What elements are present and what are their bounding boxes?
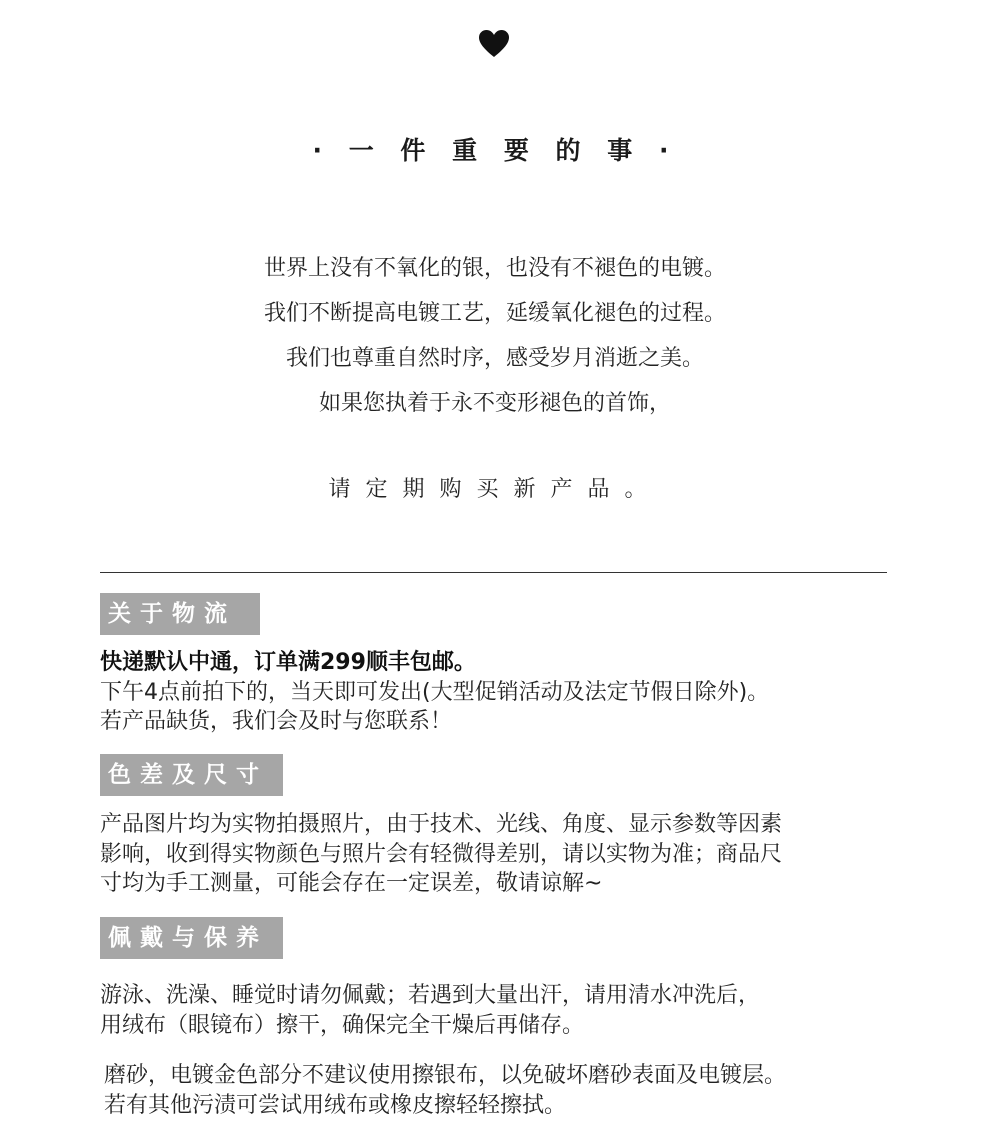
logistics-line: 若产品缺货，我们会及时与您联系！: [100, 709, 453, 734]
poem-line: 世界上没有不氧化的银，也没有不褪色的电镀。: [263, 256, 726, 281]
care-line: 用绒布（眼镜布）擦干，确保完全干燥后再储存。: [100, 1012, 585, 1038]
color-size-line: 产品图片均为实物拍摄照片，由于技术、光线、角度、显示参数等因素: [100, 812, 783, 837]
logistics-line: 快递默认中通，订单满299顺丰包邮。: [100, 650, 476, 675]
care-line: 若有其他污渍可尝试用绒布或橡皮擦轻轻擦拭。: [104, 1092, 567, 1118]
color-size-line: 影响，收到得实物颜色与照片会有轻微得差别，请以实物为准；商品尺: [100, 841, 783, 867]
color-size-text: [100, 810, 920, 899]
poem-line: 我们也尊重自然时序，感受岁月消逝之美。: [285, 346, 704, 371]
poem-closing: 请定期购买新产品。: [328, 477, 662, 502]
section-label-color-size: 色差及尺寸: [100, 754, 283, 796]
page-title: · 一 件 重 要 的 事 ·: [312, 136, 678, 165]
heart-icon: [479, 30, 509, 58]
logistics-text: [100, 648, 920, 737]
care-line: 磨砂，电镀金色部分不建议使用擦银布，以免破坏磨砂表面及电镀层。: [104, 1063, 787, 1088]
care-text: [100, 981, 920, 1040]
poem: [0, 246, 990, 426]
care-line: 游泳、洗澡、睡觉时请勿佩戴；若遇到大量出汗，请用清水冲洗后，: [100, 983, 761, 1008]
section-label-logistics: 关于物流: [100, 593, 260, 635]
divider: [100, 572, 887, 573]
color-size-line: 寸均为手工测量，可能会存在一定误差，敬请谅解~: [100, 871, 603, 896]
section-label-care: 佩戴与保养: [100, 917, 283, 959]
poem-line: 我们不断提高电镀工艺，延缓氧化褪色的过程。: [263, 301, 726, 326]
care-text-2: [104, 1061, 924, 1120]
poem-line: 如果您执着于永不变形褪色的首饰，: [318, 391, 671, 416]
logistics-line: 下午4点前拍下的，当天即可发出(大型促销活动及法定节假日除外)。: [100, 679, 770, 705]
